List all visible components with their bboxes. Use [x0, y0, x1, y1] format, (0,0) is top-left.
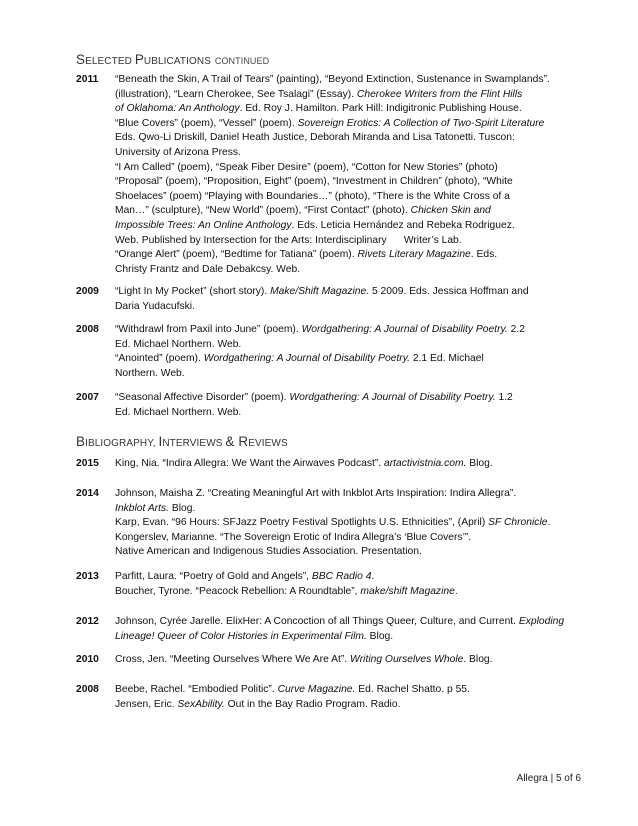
- bibliography-entry-2010: [76, 653, 576, 668]
- bibliography-item: Jensen, Eric. SexAbility. Out in the Bay Radio Program. Radio.: [115, 698, 401, 710]
- publication-entry-2009: [76, 285, 576, 314]
- bibliography-entry-2013: [76, 570, 576, 599]
- bibliography-entry-2015: [76, 457, 576, 472]
- bibliography-item: Parfitt, Laura. “Poetry of Gold and Angels”, BBC Radio 4.: [115, 571, 375, 582]
- bibliography-item: Boucher, Tyrone. “Peacock Rebellion: A Roundtable”, make/shift Magazine.: [115, 585, 458, 597]
- bibliography-item: Kongerslev, Marianne. “The Sovereign Erotic of Indira Allegra’s ‘Blue Covers’”. Native American and Indigenous Studies Association. Presentation.: [115, 531, 472, 558]
- heading-text: UBLICATIONS: [143, 56, 211, 67]
- footer-page-number: 5 of 6: [555, 773, 581, 784]
- publication-item: “Blue Covers” (poem), “Vessel” (poem). Sovereign Erotics: A Collection of Two-Spirit Literature Eds. Qwo-Li Driskill, Daniel Heath Justice, Deborah Miranda and Lisa Tatonetti. Tuscon: University of Arizona Press.: [115, 117, 545, 158]
- entry-year: 2007: [76, 392, 99, 403]
- bibliography-item: Karp, Evan. “96 Hours: SFJazz Poetry Festival Spotlights U.S. Ethnicities”, (April) SF Chronicle.: [115, 517, 551, 529]
- bibliography-entry-2014: [76, 487, 576, 560]
- bibliography-entry-2012: [76, 615, 576, 644]
- entry-year: 2012: [76, 616, 99, 627]
- publication-entry-2008: [76, 323, 576, 381]
- entry-year: 2013: [76, 571, 99, 582]
- section-heading-selected-publications: [76, 52, 269, 67]
- entry-year: 2010: [76, 654, 99, 665]
- bibliography-entry-2008: [76, 683, 576, 712]
- footer-author: Allegra: [516, 773, 548, 784]
- publication-item: “Withdrawl from Paxil into June” (poem). Wordgathering: A Journal of Disability Poetry. 2.2 Ed. Michael Northern. Web.: [115, 324, 525, 350]
- publication-item: “Beneath the Skin, A Trail of Tears” (painting), “Beyond Extinction, Sustenance in Swamplands”. (illustration), “Learn Cherokee, See Tsalagi” (Essay). Cherokee Writers from the Flint Hills of Oklahoma: An Anthology. Ed. Roy J. Hamilton. Park Hill: Indigitronic Publishing House.: [115, 74, 550, 115]
- entry-year: 2015: [76, 458, 99, 469]
- entry-year: 2008: [76, 684, 99, 695]
- entry-year: 2009: [76, 286, 99, 297]
- entry-year: 2011: [76, 74, 99, 85]
- continued-label: CONTINUED: [214, 56, 270, 66]
- bibliography-item: Cross, Jen. “Meeting Ourselves Where We Are At”. Writing Ourselves Whole. Blog.: [115, 654, 493, 665]
- publication-item: “Anointed” (poem). Wordgathering: A Journal of Disability Poetry. 2.1 Ed. Michael Northern. Web.: [115, 353, 484, 379]
- entry-year: 2008: [76, 324, 99, 335]
- bibliography-item: King, Nia. “Indira Allegra: We Want the Airwaves Podcast”. artactivistnia.com. Blog.: [115, 458, 493, 469]
- bibliography-item: Johnson, Cyrée Jarelle. ElixHer: A Concoction of all Things Queer, Culture, and Current. Exploding Lineage! Queer of Color Histories in Experimental Film. Blog.: [115, 616, 565, 642]
- section-heading-bibliography: BIBLIOGRAPHY, INTERVIEWS & REVIEWS: [76, 434, 288, 449]
- bibliography-item: Johnson, Maisha Z. “Creating Meaningful Art with Inkblot Arts Inspiration: Indira Allegra”. Inkblot Arts. Blog.: [115, 488, 517, 514]
- heading-letter: S: [76, 52, 86, 67]
- publication-item: “Light In My Pocket” (short story). Make/Shift Magazine. 5 2009. Eds. Jessica Hoffman and Daria Yudacufski.: [115, 286, 529, 312]
- publication-entry-2011: [76, 73, 576, 277]
- publication-item: “Orange Alert” (poem), “Bedtime for Tatiana” (poem). Rivets Literary Magazine. Eds. Christy Frantz and Dale Debakcsy. Web.: [115, 249, 498, 275]
- publication-item: “Seasonal Affective Disorder” (poem). Wordgathering: A Journal of Disability Poetry. 1.2 Ed. Michael Northern. Web.: [115, 392, 513, 418]
- page-footer: [517, 773, 581, 784]
- publication-entry-2007: [76, 391, 576, 420]
- heading-letter: P: [134, 52, 144, 67]
- bibliography-item: Beebe, Rachel. “Embodied Politic”. Curve Magazine. Ed. Rachel Shatto. p 55.: [115, 684, 470, 695]
- heading-text: ELECTED: [85, 56, 135, 67]
- footer-separator: |: [550, 773, 554, 784]
- publication-item: “I Am Called” (poem), “Speak Fiber Desire” (poem), “Cotton for New Stories” (photo) “Proposal” (poem), “Proposition, Eight” (poem), “Investment in Children” (photo), “White Shoelaces” (poem) “Playing with Boundaries…” (photo), “There is the White Cross of a Man…” (sculpture), “New World” (poem), “First Contact” (photo). Chicken Skin and Impossible Trees: An Online Anthology. Eds. Leticia Hernández and Rebeka Rodriguez. Web. Published by Intersection for the Arts: Interdisciplinary Writer’s Lab.: [115, 161, 515, 246]
- entry-year: 2014: [76, 488, 99, 499]
